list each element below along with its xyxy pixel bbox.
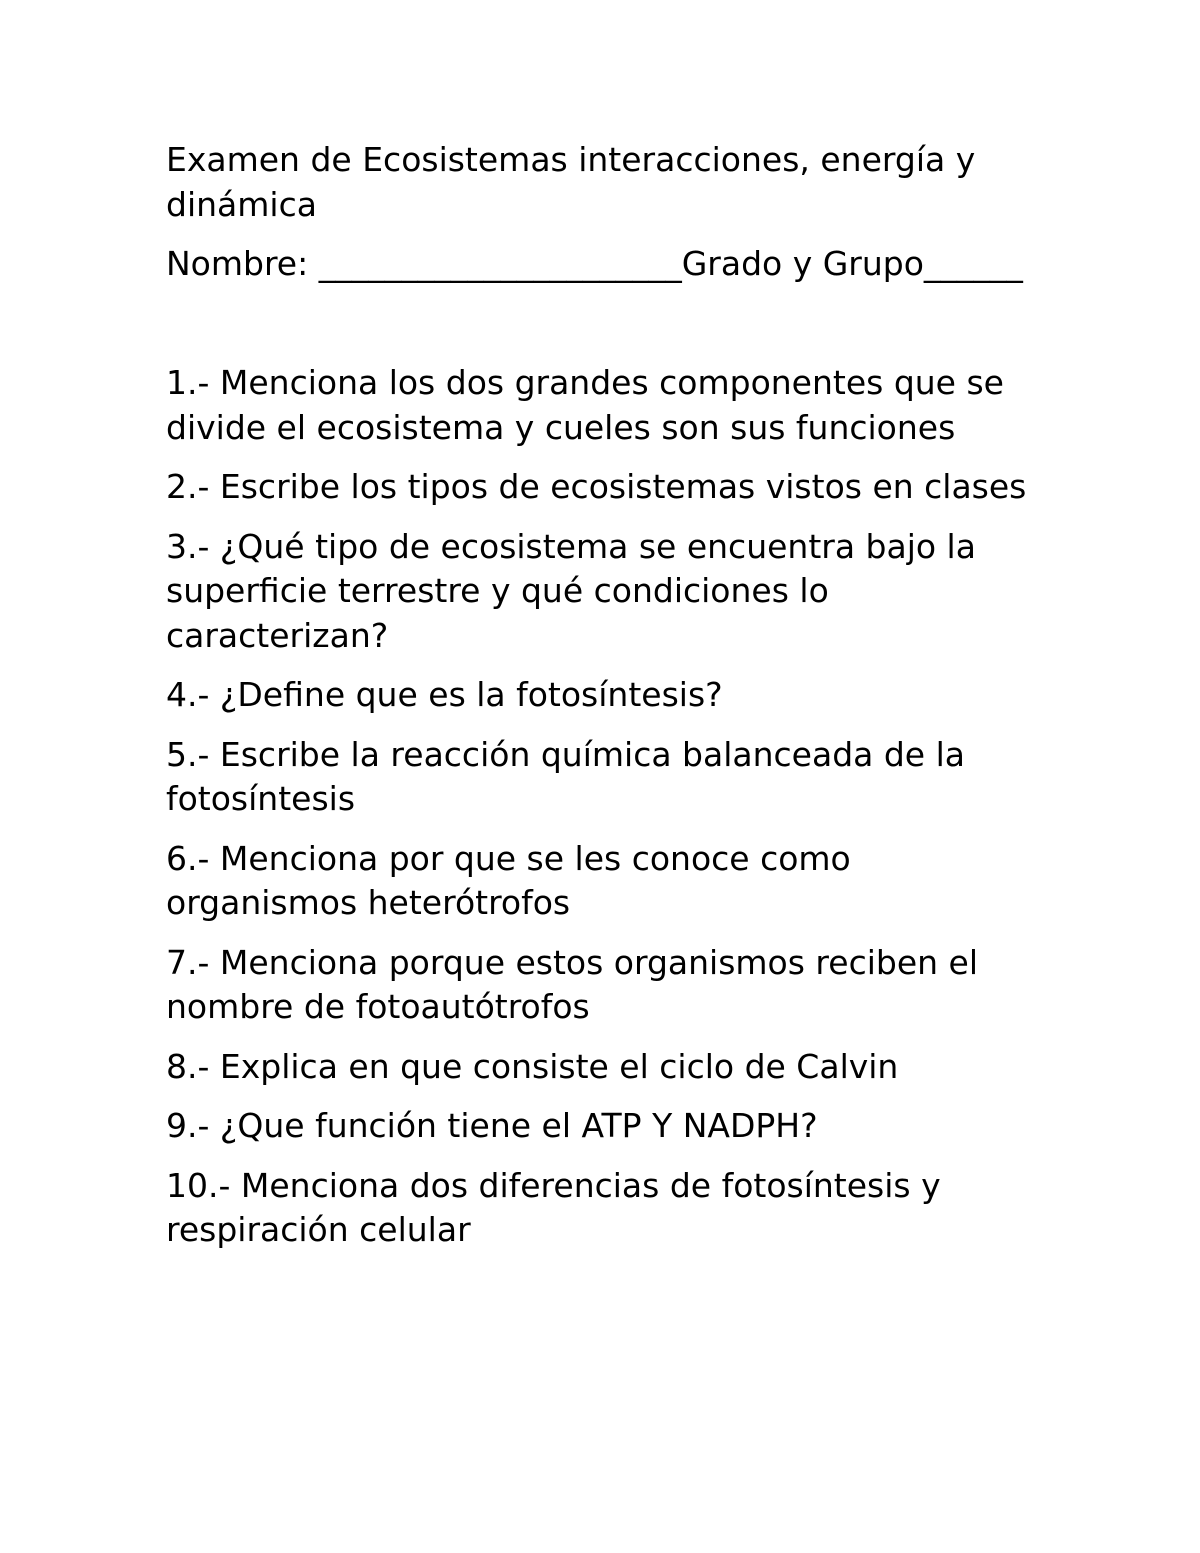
question-5: 5.- Escribe la reacción química balanceada de la fotosíntesis: [166, 734, 965, 818]
question-8: 8.- Explica en que consiste el ciclo de Calvin: [166, 1046, 899, 1086]
question-1: 1.- Menciona los dos grandes componentes que se divide el ecosistema y cueles son sus funciones: [166, 363, 1004, 447]
question-9: 9.- ¿Que función tiene el ATP Y NADPH?: [166, 1106, 818, 1145]
exam-page: [166, 138, 1046, 1268]
question-6: 6.- Menciona por que se les conoce como organismos heterótrofos: [166, 838, 851, 922]
question-2: 2.- Escribe los tipos de ecosistemas vistos en clases: [166, 467, 1027, 506]
question-10: 10.- Menciona dos diferencias de fotosíntesis y respiración celular: [166, 1165, 941, 1249]
question-7: 7.- Menciona porque estos organismos reciben el nombre de fotoautótrofos: [166, 942, 979, 1026]
exam-title: Examen de Ecosistemas interacciones, energía y dinámica: [166, 140, 976, 224]
spacer: [166, 302, 1046, 347]
question-3: 3.- ¿Qué tipo de ecosistema se encuentra bajo la superficie terrestre y qué condiciones lo caracterizan?: [166, 526, 976, 655]
question-4: 4.- ¿Define que es la fotosíntesis?: [166, 675, 723, 714]
name-grade-group-line: Nombre: ______________________Grado y Grupo______: [166, 244, 1023, 283]
